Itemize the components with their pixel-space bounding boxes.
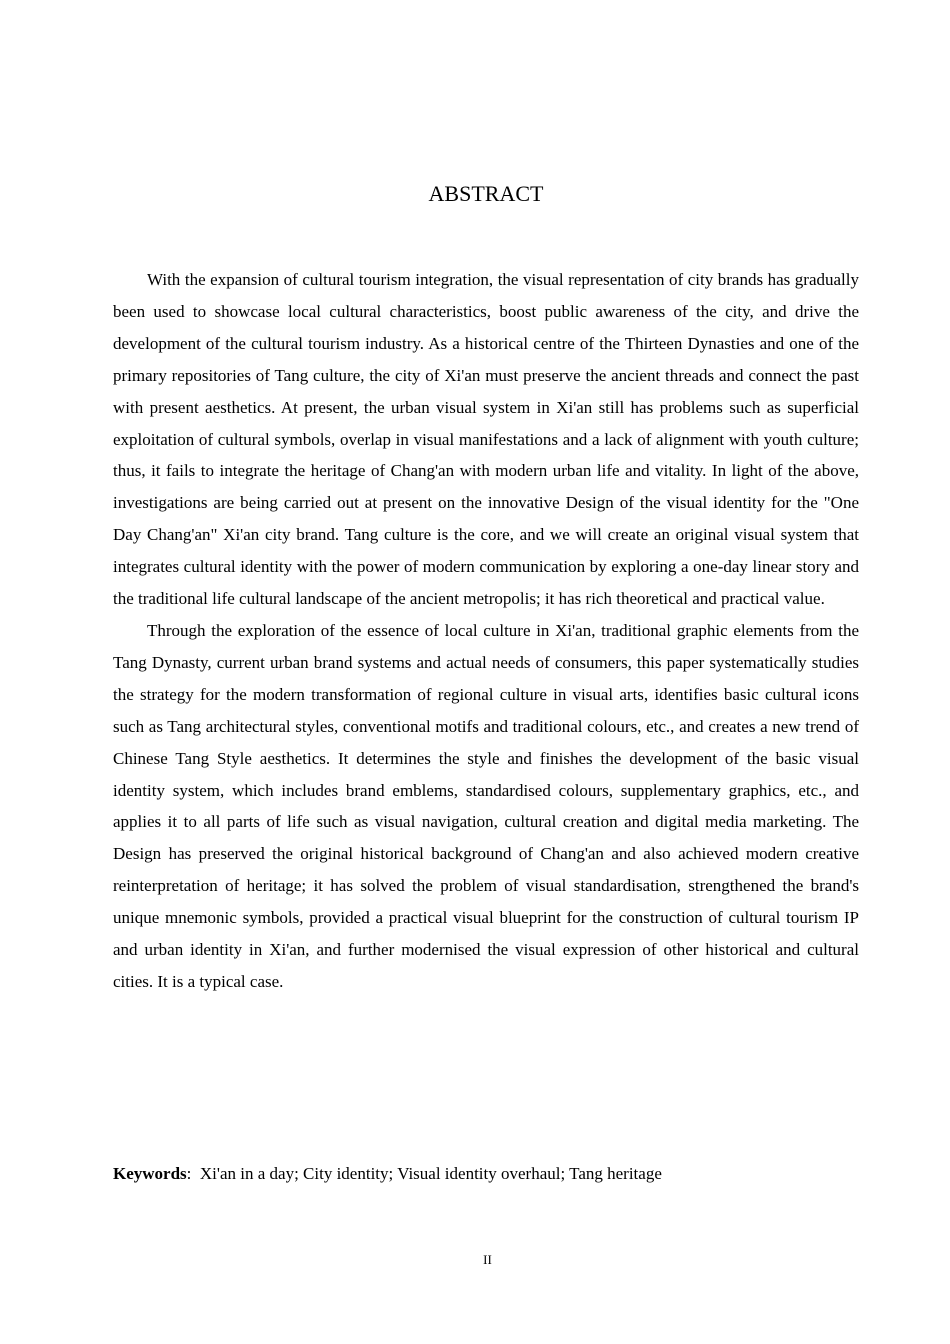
abstract-paragraph: Through the exploration of the essence of local culture in Xi'an, traditional graphic elements from the Tang Dynasty, current urban brand systems and actual needs of consumers, this paper systematically studies the strategy for the modern transformation of regional culture in visual arts, identifies basic cultural icons such as Tang architectural styles, conventional motifs and traditional colours, etc., and creates a new trend of Chinese Tang Style aesthetics. It determines the style and finishes the development of the basic visual identity system, which includes brand emblems, standardised colours, supplementary graphics, etc., and applies it to all parts of life such as visual navigation, cultural creation and digital media marketing. The Design has preserved the original historical background of Chang'an and also achieved modern creative reinterpretation of heritage; it has solved the problem of visual standardisation, strengthened the brand's unique mnemonic symbols, provided a practical visual blueprint for the construction of cultural tourism IP and urban identity in Xi'an, and further modernised the visual expression of other historical and cultural cities. It is a typical case. [113,620,859,991]
page-title: ABSTRACT [428,181,544,206]
page-number: II [483,1252,492,1267]
keywords-line [113,1158,859,1190]
keywords-label: Keywords [113,1164,187,1183]
keywords-separator: : [186,1164,192,1183]
abstract-paragraph: With the expansion of cultural tourism integration, the visual representation of city brands has gradually been used to showcase local cultural characteristics, boost public awareness of the city, and drive the development of the cultural tourism industry. As a historical centre of the Thirteen Dynasties and one of the primary repositories of Tang culture, the city of Xi'an must preserve the ancient threads and connect the past with present aesthetics. At present, the urban visual system in Xi'an still has problems such as superficial exploitation of cultural symbols, overlap in visual manifestations and a lack of alignment with youth culture; thus, it fails to integrate the heritage of Chang'an with modern urban life and vitality. In light of the above, investigations are being carried out at present on the innovative Design of the visual identity for the "One Day Chang'an" Xi'an city brand. Tang culture is the core, and we will create an original visual system that integrates cultural identity with the power of modern communication by exploring a one-day linear story and the traditional life cultural landscape of the ancient metropolis; it has rich theoretical and practical value. [113,270,859,609]
abstract-body [113,264,859,998]
keywords-list: Xi'an in a day; City identity; Visual identity overhaul; Tang heritage [199,1164,662,1183]
